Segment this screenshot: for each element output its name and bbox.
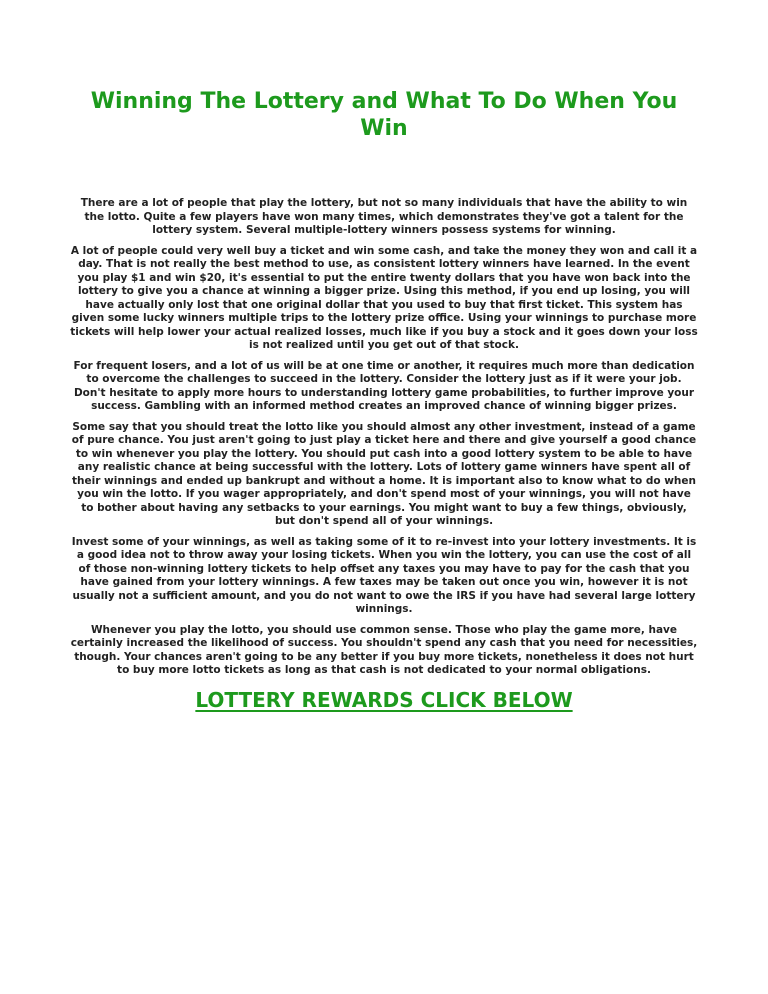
paragraph-3: For frequent losers, and a lot of us will be at one time or another, it requires much more than dedication to overcome the challenges to succeed in the lottery. Consider the lottery just as if it were your job. Don't hesitate to apply more hours to understanding lottery game probabilities, to further improve your success. Gambling with an informed method creates an improved chance of winning bigger prizes. xyxy=(73,359,695,412)
paragraph-6: Whenever you play the lotto, you should use common sense. Those who play the game more, have certainly increased the likelihood of success. You shouldn't spend any cash that you need for necessities, though. Your chances aren't going to be any better if you buy more tickets, nonetheless it does not hurt to buy more lotto tickets as long as that cash is not dedicated to your normal obligations. xyxy=(70,623,698,676)
document-body xyxy=(70,197,698,678)
lottery-rewards-link[interactable]: LOTTERY REWARDS CLICK BELOW xyxy=(195,687,573,712)
paragraph-5: Invest some of your winnings, as well as taking some of it to re-invest into your lottery investments. It is a good idea not to throw away your losing tickets. When you win the lottery, you can use the cost of all of those non-winning lottery tickets to help offset any taxes you may have to pay for the cash that you have gained from your lottery winnings. A few taxes may be taken out once you win, however it is not usually not a sufficient amount, and you do not want to owe the IRS if you have had several large lottery winnings. xyxy=(71,535,697,615)
document-page xyxy=(70,0,698,712)
paragraph-2: A lot of people could very well buy a ticket and win some cash, and take the money they won and call it a day. That is not really the best method to use, as consistent lottery winners have learned. In the event you play $1 and win $20, it's essential to put the entire twenty dollars that you have won back into the lottery to give you a chance at winning a bigger prize. Using this method, if you end up losing, you will have actually only lost that one original dollar that you used to buy that first ticket. This system has given some lucky winners multiple trips to the lottery prize office. Using your winnings to purchase more tickets will help lower your actual realized losses, much like if you buy a stock and it goes down your loss is not realized until you get out of that stock. xyxy=(70,244,698,351)
paragraph-4: Some say that you should treat the lotto like you should almost any other investment, instead of a game of pure chance. You just aren't going to just play a ticket here and there and give yourself a good chance to win whenever you play the lottery. You should put cash into a good lottery system to be able to have any realistic chance at being successful with the lottery. Lots of lottery game winners have spent all of their winnings and ended up bankrupt and without a home. It is important also to know what to do when you win the lotto. If you wager appropriately, and don't spend most of your winnings, you will not have to bother about having any setbacks to your earnings. You might want to buy a few things, obviously, but don't spend all of your winnings. xyxy=(71,420,697,527)
paragraph-1: There are a lot of people that play the lottery, but not so many individuals that have the ability to win the lotto. Quite a few players have won many times, which demonstrates they've got a talent for the lottery system. Several multiple-lottery winners possess systems for winning. xyxy=(80,197,688,236)
document-title: Winning The Lottery and What To Do When You Win xyxy=(90,89,678,141)
cta-container xyxy=(70,688,698,712)
